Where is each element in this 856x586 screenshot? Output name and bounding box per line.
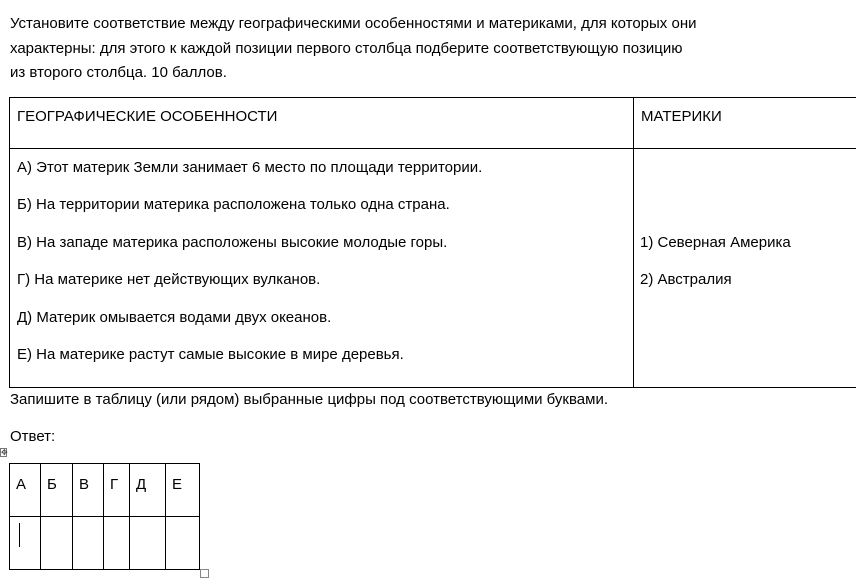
answer-value[interactable] (73, 517, 103, 528)
answer-value-cell[interactable] (104, 517, 130, 570)
answer-letter-cell[interactable] (130, 464, 166, 517)
answer-value-cell[interactable] (73, 517, 104, 570)
answer-letter: А (16, 476, 27, 493)
answer-letter: Д (136, 476, 147, 493)
answer-letter: Г (110, 476, 119, 493)
answer-letter: Е (172, 476, 183, 493)
answer-letter-cell[interactable] (41, 464, 73, 517)
header-features-label: ГЕОГРАФИЧЕСКИЕ ОСОБЕННОСТИ (17, 108, 278, 125)
answer-letter-cell[interactable] (166, 464, 200, 517)
answer-value-cell[interactable] (166, 517, 200, 570)
answer-letter-cell[interactable] (104, 464, 130, 517)
answer-value[interactable] (104, 517, 129, 528)
header-cell-continents[interactable] (634, 98, 856, 149)
answer-value[interactable] (130, 517, 165, 528)
features-list (10, 149, 633, 382)
continents-cell[interactable] (634, 149, 856, 388)
feature-item: Г) На материке нет действующих вулканов. (17, 271, 321, 289)
answer-letter-cell[interactable] (10, 464, 41, 517)
header-cell-features[interactable] (10, 98, 634, 149)
text-cursor (19, 523, 20, 547)
feature-item: А) Этот материк Земли занимает 6 место по площади территории. (17, 159, 483, 176)
table-resize-handle-icon[interactable] (200, 569, 209, 578)
matching-table-body-row (10, 149, 856, 388)
task-intro-line: характерны: для этого к каждой позиции первого столбца подберите соответствующую позицию (10, 39, 683, 57)
answer-letter-cell[interactable] (73, 464, 104, 517)
feature-item: В) На западе материка расположены высокие молодые горы. (17, 233, 448, 251)
feature-item: Б) На территории материка расположена только одна страна. (17, 196, 450, 214)
answer-value[interactable] (166, 517, 199, 528)
matching-table-header-row (10, 98, 856, 149)
answer-letter: В (79, 476, 90, 493)
task-intro (10, 12, 810, 86)
matching-table (9, 97, 856, 388)
answer-letter: Б (47, 476, 57, 493)
continents-list (634, 149, 856, 308)
answer-instruction: Запишите в таблицу (или рядом) выбранные цифры под соответствующими буквами. (10, 391, 609, 408)
continent-item: 2) Австралия (640, 271, 732, 289)
answer-value-cell[interactable] (41, 517, 73, 570)
answer-value-cell[interactable] (130, 517, 166, 570)
answer-value-cell[interactable] (10, 517, 41, 570)
continent-item: 1) Северная Америка (640, 234, 791, 251)
answer-label: Ответ: (10, 428, 56, 445)
feature-item: Д) Материк омывается водами двух океанов. (17, 308, 332, 326)
answer-letters-row (10, 464, 200, 517)
feature-item: Е) На материке растут самые высокие в мире деревья. (17, 345, 404, 363)
answer-table (9, 463, 200, 570)
header-continents-label: МАТЕРИКИ (641, 108, 722, 125)
table-move-handle-icon[interactable]: ✥ (1, 448, 8, 457)
answer-value[interactable] (41, 517, 72, 528)
task-intro-line: Установите соответствие между географическими особенностями и материками, для которых они (10, 15, 697, 32)
features-cell[interactable] (10, 149, 634, 388)
task-intro-line: из второго столбца. 10 баллов. (10, 64, 227, 81)
answer-values-row (10, 517, 200, 570)
answer-value[interactable] (10, 517, 40, 528)
